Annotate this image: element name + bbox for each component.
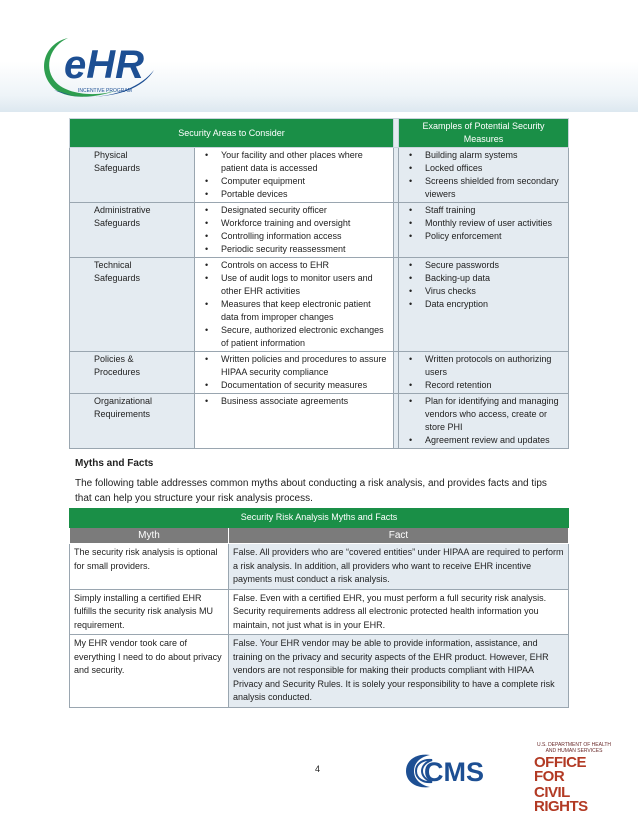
bullet-item: • Portable devices [199, 188, 389, 201]
myth-cell: My EHR vendor took care of everything I need to do about privacy and security. [70, 635, 229, 708]
bullet-item: • Building alarm systems [403, 149, 564, 162]
fact-cell: False. Even with a certified EHR, you must perform a full security risk analysis. Security requirements address all electronic protected health information you maintain, not just what is in your EHR. [229, 589, 569, 635]
myth-cell: Simply installing a certified EHR fulfills the security risk analysis MU requirement. [70, 589, 229, 635]
myths-table-caption: Security Risk Analysis Myths and Facts [70, 509, 569, 528]
bullet-item: • Data encryption [403, 298, 564, 311]
considerations-cell [195, 394, 394, 449]
col-header-measures: Examples of Potential Security Measures [399, 119, 569, 148]
bullet-item: • Controls on access to EHR [199, 259, 389, 272]
security-area-name: Technical Safeguards [70, 258, 195, 352]
bullet-item: • Policy enforcement [403, 230, 564, 243]
bullet-item: • Business associate agreements [199, 395, 389, 408]
security-row [70, 394, 569, 449]
fact-cell: False. Your EHR vendor may be able to provide information, assistance, and training on the privacy and security aspects of the EHR product. However, EHR vendors are not responsible for making their products compliant with HIPAA Privacy and Security Rules. It is solely your responsibility to have a complete risk analysis conducted. [229, 635, 569, 708]
ehr-incentive-program-logo [34, 30, 160, 102]
bullet-item: • Monthly review of user activities [403, 217, 564, 230]
bullet-item: • Workforce training and oversight [199, 217, 389, 230]
myths-heading: Myths and Facts [75, 458, 154, 469]
bullet-item: • Periodic security reassessment [199, 243, 389, 256]
measures-cell [399, 203, 569, 258]
security-row [70, 203, 569, 258]
bullet-item: • Documentation of security measures [199, 379, 389, 392]
bullet-item: • Use of audit logs to monitor users and other EHR activities [199, 272, 389, 298]
bullet-item: • Screens shielded from secondary viewers [403, 175, 564, 201]
svg-text:CMS: CMS [424, 757, 484, 787]
bullet-item: • Secure, authorized electronic exchanges of patient information [199, 324, 389, 350]
considerations-cell [195, 258, 394, 352]
considerations-cell [195, 352, 394, 394]
page-number: 4 [315, 764, 321, 774]
bullet-item: • Your facility and other places where patient data is accessed [199, 149, 389, 175]
bullet-item: • Measures that keep electronic patient data from improper changes [199, 298, 389, 324]
bullet-item: • Record retention [403, 379, 564, 392]
bullet-item: • Written protocols on authorizing users [403, 353, 564, 379]
measures-cell [399, 258, 569, 352]
bullet-item: • Virus checks [403, 285, 564, 298]
svg-text:INCENTIVE PROGRAM: INCENTIVE PROGRAM [78, 88, 132, 94]
security-areas-table [69, 118, 569, 449]
bullet-item: • Written policies and procedures to assure HIPAA security compliance [199, 353, 389, 379]
measures-cell [399, 394, 569, 449]
bullet-item: • Plan for identifying and managing vendors who access, create or store PHI [403, 395, 564, 434]
myth-row [70, 635, 569, 708]
security-row [70, 148, 569, 203]
col-header-areas: Security Areas to Consider [70, 119, 394, 148]
myths-facts-table [69, 508, 569, 708]
security-row [70, 352, 569, 394]
considerations-cell [195, 148, 394, 203]
measures-cell [399, 148, 569, 203]
office-for-civil-rights-logo: U.S. DEPARTMENT OF HEALTH AND HUMAN SERVICES OFFICE FOR CIVIL RIGHTS [534, 742, 612, 815]
bullet-item: • Locked offices [403, 162, 564, 175]
security-area-name: Policies & Procedures [70, 352, 195, 394]
myth-cell: The security risk analysis is optional for small providers. [70, 544, 229, 590]
cms-logo [400, 749, 518, 791]
security-row [70, 258, 569, 352]
bullet-item: • Backing-up data [403, 272, 564, 285]
myth-row [70, 544, 569, 590]
svg-text:eHR: eHR [64, 43, 145, 87]
bullet-item: • Computer equipment [199, 175, 389, 188]
col-header-myth: Myth [70, 527, 229, 544]
bullet-item: • Secure passwords [403, 259, 564, 272]
col-header-fact: Fact [229, 527, 569, 544]
security-area-name: Physical Safeguards [70, 148, 195, 203]
myths-intro: The following table addresses common myths about conducting a risk analysis, and provides facts and tips that can help you structure your risk analysis process. [75, 478, 547, 504]
security-area-name: Organizational Requirements [70, 394, 195, 449]
myth-row [70, 589, 569, 635]
security-area-name: Administrative Safeguards [70, 203, 195, 258]
bullet-item: • Staff training [403, 204, 564, 217]
bullet-item: • Agreement review and updates [403, 434, 564, 447]
measures-cell [399, 352, 569, 394]
bullet-item: • Designated security officer [199, 204, 389, 217]
considerations-cell [195, 203, 394, 258]
bullet-item: • Controlling information access [199, 230, 389, 243]
fact-cell: False. All providers who are “covered entities” under HIPAA are required to perform a risk analysis. In addition, all providers who want to receive EHR incentive payments must conduct a risk analysis. [229, 544, 569, 590]
